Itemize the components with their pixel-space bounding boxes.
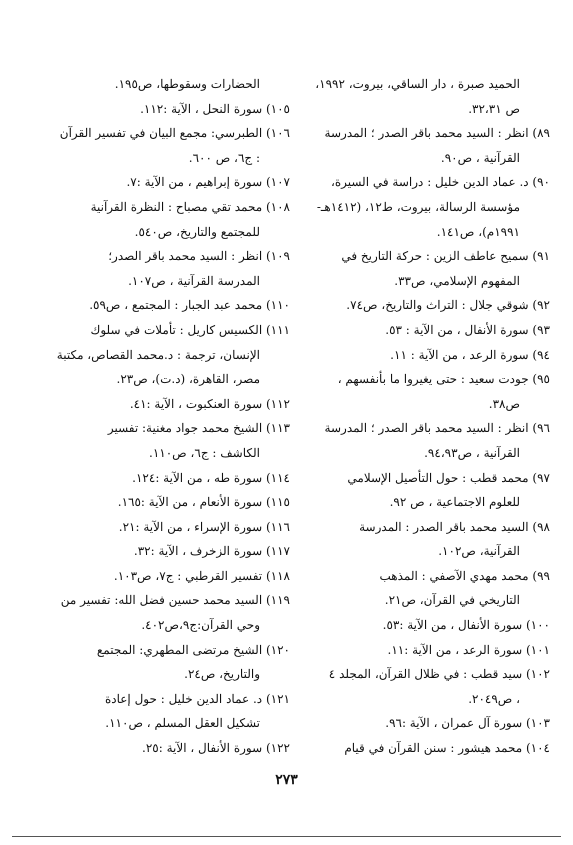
footnote-line: ٩٧) محمد قطب : حول التأصيل الإسلامي — [347, 470, 550, 485]
footnote-line: ١١٢) سورة العنكبوت ، الآية :٤١. — [129, 396, 290, 411]
footnote-line: ١٠٣) سورة آل عمران ، الآية :٩٦. — [385, 716, 550, 731]
footnote-continuation-line: للعلوم الاجتماعية ، ص ٩٢. — [389, 495, 520, 510]
footnote-line: ١٠٦) الطبرسي: مجمع البيان في تفسير القرآن — [59, 126, 290, 141]
footnote-continuation-line: ١٩٩١م)، ص١٤١. — [436, 224, 520, 239]
footnote-line: ١١٤) سورة طه ، من الآية :١٢٤. — [132, 470, 290, 485]
footnote-continuation-line: ص ٣٢،٣١. — [468, 101, 520, 116]
footnote-line: ١١٨) تفسير القرطبي : ج٧، ص١٠٣. — [113, 568, 290, 583]
footnote-line: ١٢٠) الشيخ مرتضى المطهري: المجتمع — [96, 642, 290, 657]
footnote-continuation-line: القرآنية ، ص٩٤،٩٣. — [424, 445, 520, 460]
footnote-continuation-line: القرآنية ، ص٩٠. — [440, 150, 520, 165]
footnote-continuation-line: والتاريخ، ص٢٤. — [184, 667, 260, 682]
footnote-line: ٩٩) محمد مهدي الآصفي : المذهب — [379, 568, 550, 583]
footnote-line: ١١٠) محمد عبد الجبار : المجتمع ، ص٥٩. — [89, 298, 290, 313]
footnote-continuation-line: الحضارات وسقوطها، ص١٩٥. — [114, 77, 260, 91]
footnote-line: ٩٥) جودت سعيد : حتى يغيروا ما بأنفسهم ، — [337, 372, 550, 387]
footnote-line: ١٠٢) سيد قطب : في ظلال القرآن، المجلد ٤ — [328, 667, 550, 682]
footnote-continuation-line: مصر، القاهرة، (د.ت)، ص٢٣. — [116, 372, 260, 387]
footnote-continuation-line: مؤسسة الرسالة، بيروت، ط١٢، (١٤١٢هـ- — [316, 199, 520, 214]
footnote-line: ١٠٧) سورة إبراهيم ، من الآية :٧. — [126, 175, 290, 190]
footnote-continuation-line: ، ص٢٠٤٩. — [468, 691, 520, 706]
right-column-notes — [306, 72, 550, 761]
footnote-continuation-line: الحميد صبرة ، دار الساقي، بيروت، ١٩٩٢، — [315, 77, 520, 91]
footnote-continuation-line: تشكيل العقل المسلم ، ص١١٠. — [105, 716, 260, 731]
footnote-line: ٩٨) السيد محمد باقر الصدر : المدرسة — [359, 519, 550, 534]
footnote-line: ٩٠) د. عماد الدين خليل : دراسة في السيرة، — [330, 175, 550, 190]
footnote-line: ١٢٢) سورة الأنفال ، الآية :٢٥. — [142, 741, 290, 756]
footnote-line: ٩٢) شوقي جلال : التراث والتاريخ، ص٧٤. — [346, 298, 550, 313]
footnote-continuation-line: القرآنية، ص١٠٢. — [438, 544, 520, 559]
footnote-line: ٩٤) سورة الرعد ، من الآية : ١١. — [390, 347, 550, 362]
footnote-line: ٩٦) انظر : السيد محمد باقر الصدر ؛ المدرسة — [324, 421, 550, 436]
footnote-line: ١١٣) الشيخ محمد جواد مغنية: تفسير — [107, 421, 290, 436]
footnote-line: ١٠٤) محمد هيشور : سنن القرآن في قيام — [344, 741, 550, 756]
footnote-line: ١١٩) السيد محمد حسين فضل الله: تفسير من — [60, 593, 290, 608]
footnote-continuation-line: التاريخي في القرآن، ص٢١. — [384, 593, 520, 608]
footnote-line: ١٠٩) انظر : السيد محمد باقر الصدر؛ — [108, 249, 290, 264]
page-number: ٢٧٣ — [275, 772, 298, 788]
footnote-continuation-line: للمجتمع والتاريخ، ص٥٤٠. — [134, 224, 260, 239]
footnote-line: ١١٦) سورة الإسراء ، من الآية :٢١. — [118, 519, 290, 534]
page-bottom-rule — [12, 836, 561, 837]
footnote-line: ١٠٨) محمد تقي مصباح : النظرة القرآنية — [90, 199, 290, 214]
footnote-line: ٩١) سميح عاطف الزين : حركة التاريخ في — [341, 249, 550, 264]
footnote-line: ١٠١) سورة الرعد ، من الآية :١١. — [387, 642, 550, 657]
footnote-continuation-line: وحي القرآن:ج٩،ص٤٠٢. — [141, 618, 260, 633]
footnote-continuation-line: : ج٦، ص ٦٠٠. — [188, 150, 260, 165]
footnote-line: ١٠٠) سورة الأنفال ، من الآية :٥٣. — [382, 618, 550, 633]
footnote-line: ١١٧) سورة الزخرف ، الآية :٣٢. — [133, 544, 290, 559]
footnote-line: ١٠٥) سورة النحل ، الآية :١١٢. — [140, 101, 290, 116]
left-column-notes — [46, 72, 290, 761]
footnote-line: ١١١) الكسيس كاريل : تأملات في سلوك — [90, 322, 290, 337]
footnote-continuation-line: المفهوم الإسلامي، ص٣٣. — [394, 273, 520, 288]
footnote-continuation-line: الإنسان، ترجمة : د.محمد القصاص، مكتبة — [56, 347, 260, 362]
footnote-line: ١٢١) د. عماد الدين خليل : حول إعادة — [104, 691, 290, 706]
footnote-line: ٩٣) سورة الأنفال ، من الآية : ٥٣. — [385, 322, 550, 337]
footnote-continuation-line: الكاشف : ج٦، ص١١٠. — [149, 445, 260, 460]
footnote-continuation-line: ص٣٨. — [488, 396, 520, 411]
footnote-line: ١١٥) سورة الأنعام ، من الآية :١٦٥. — [117, 495, 290, 510]
footnote-continuation-line: المدرسة القرآنية ، ص١٠٧. — [128, 273, 260, 288]
footnote-line: ٨٩) انظر : السيد محمد باقر الصدر ؛ المدرسة — [324, 126, 550, 141]
